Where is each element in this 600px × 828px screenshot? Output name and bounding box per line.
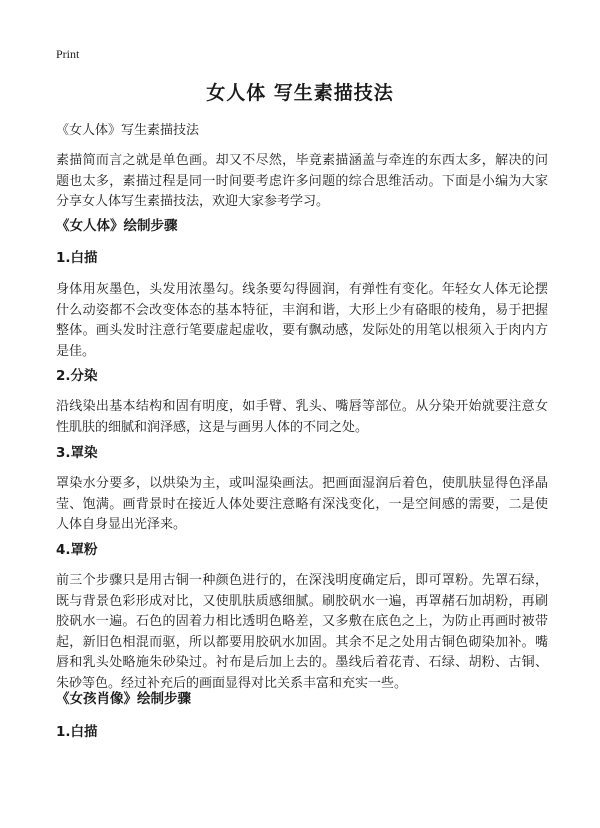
section-heading-girl-portrait: 《女孩肖像》绘制步骤 [56, 691, 191, 707]
section-heading-female-body: 《女人体》绘制步骤 [56, 218, 178, 234]
print-label: Print [56, 47, 80, 61]
step-heading-3: 3.罩染 [56, 445, 98, 461]
step-heading-1: 1.白描 [56, 250, 98, 266]
step-heading-2: 2.分染 [56, 368, 98, 384]
page-title: 女人体 写生素描技法 [206, 82, 394, 104]
step-paragraph-1: 身体用灰墨色，头发用浓墨勾。线条要勾得圆润，有弹性有变化。年轻女人体无论摆什么动姿都不会改变体态的基本特征，丰润和谐，大形上少有硌眼的棱角，易于把握整体。画头发时注意行笔要虚起虚收，要有飘动感，发际处的用笔以根须入于肉内方是佳。 [56, 282, 548, 359]
step-heading-4: 4.罩粉 [56, 542, 98, 558]
intro-paragraph: 素描简而言之就是单色画。却又不尽然，毕竟素描涵盖与牵连的东西太多，解决的问题也太多，素描过程是同一时间要考虑许多问题的综合思维活动。下面是小编为大家分享女人体写生素描技法，欢迎大家参考学习。 [56, 153, 548, 209]
step-paragraph-2: 沿线染出基本结构和固有明度，如手臂、乳头、嘴唇等部位。从分染开始就要注意女性肌肤的细腻和润泽感，这是与画男人体的不同之处。 [56, 399, 548, 435]
step-heading-portrait-1: 1.白描 [56, 724, 98, 740]
article-subtitle: 《女人体》写生素描技法 [56, 123, 200, 138]
step-paragraph-3: 罩染水分要多，以烘染为主，或叫湿染画法。把画面湿润后着色，使肌肤显得色泽晶莹、饱满。画背景时在接近人体处要注意略有深浅变化，一是空间感的需要，二是使人体自身显出光泽来。 [56, 476, 548, 532]
step-paragraph-4: 前三个步骤只是用古铜一种颜色进行的，在深浅明度确定后，即可罩粉。先罩石绿，既与背景色彩形成对比，又使肌肤质感细腻。刷胶矾水一遍，再罩赭石加胡粉，再刷胶矾水一遍。石色的固着力相比透明色略差，又多敷在底色之上，为防止再画时被带起，新旧色相混而驱，所以都要用胶矾水加固。其余不足之处用古铜色砌染加补。嘴唇和乳头处略施朱砂染过。衬布是后加上去的。墨线后着花青、石绿、胡粉、古铜、朱砂等色。经过补充后的画面显得对比关系丰富和充实一些。 [56, 573, 548, 691]
